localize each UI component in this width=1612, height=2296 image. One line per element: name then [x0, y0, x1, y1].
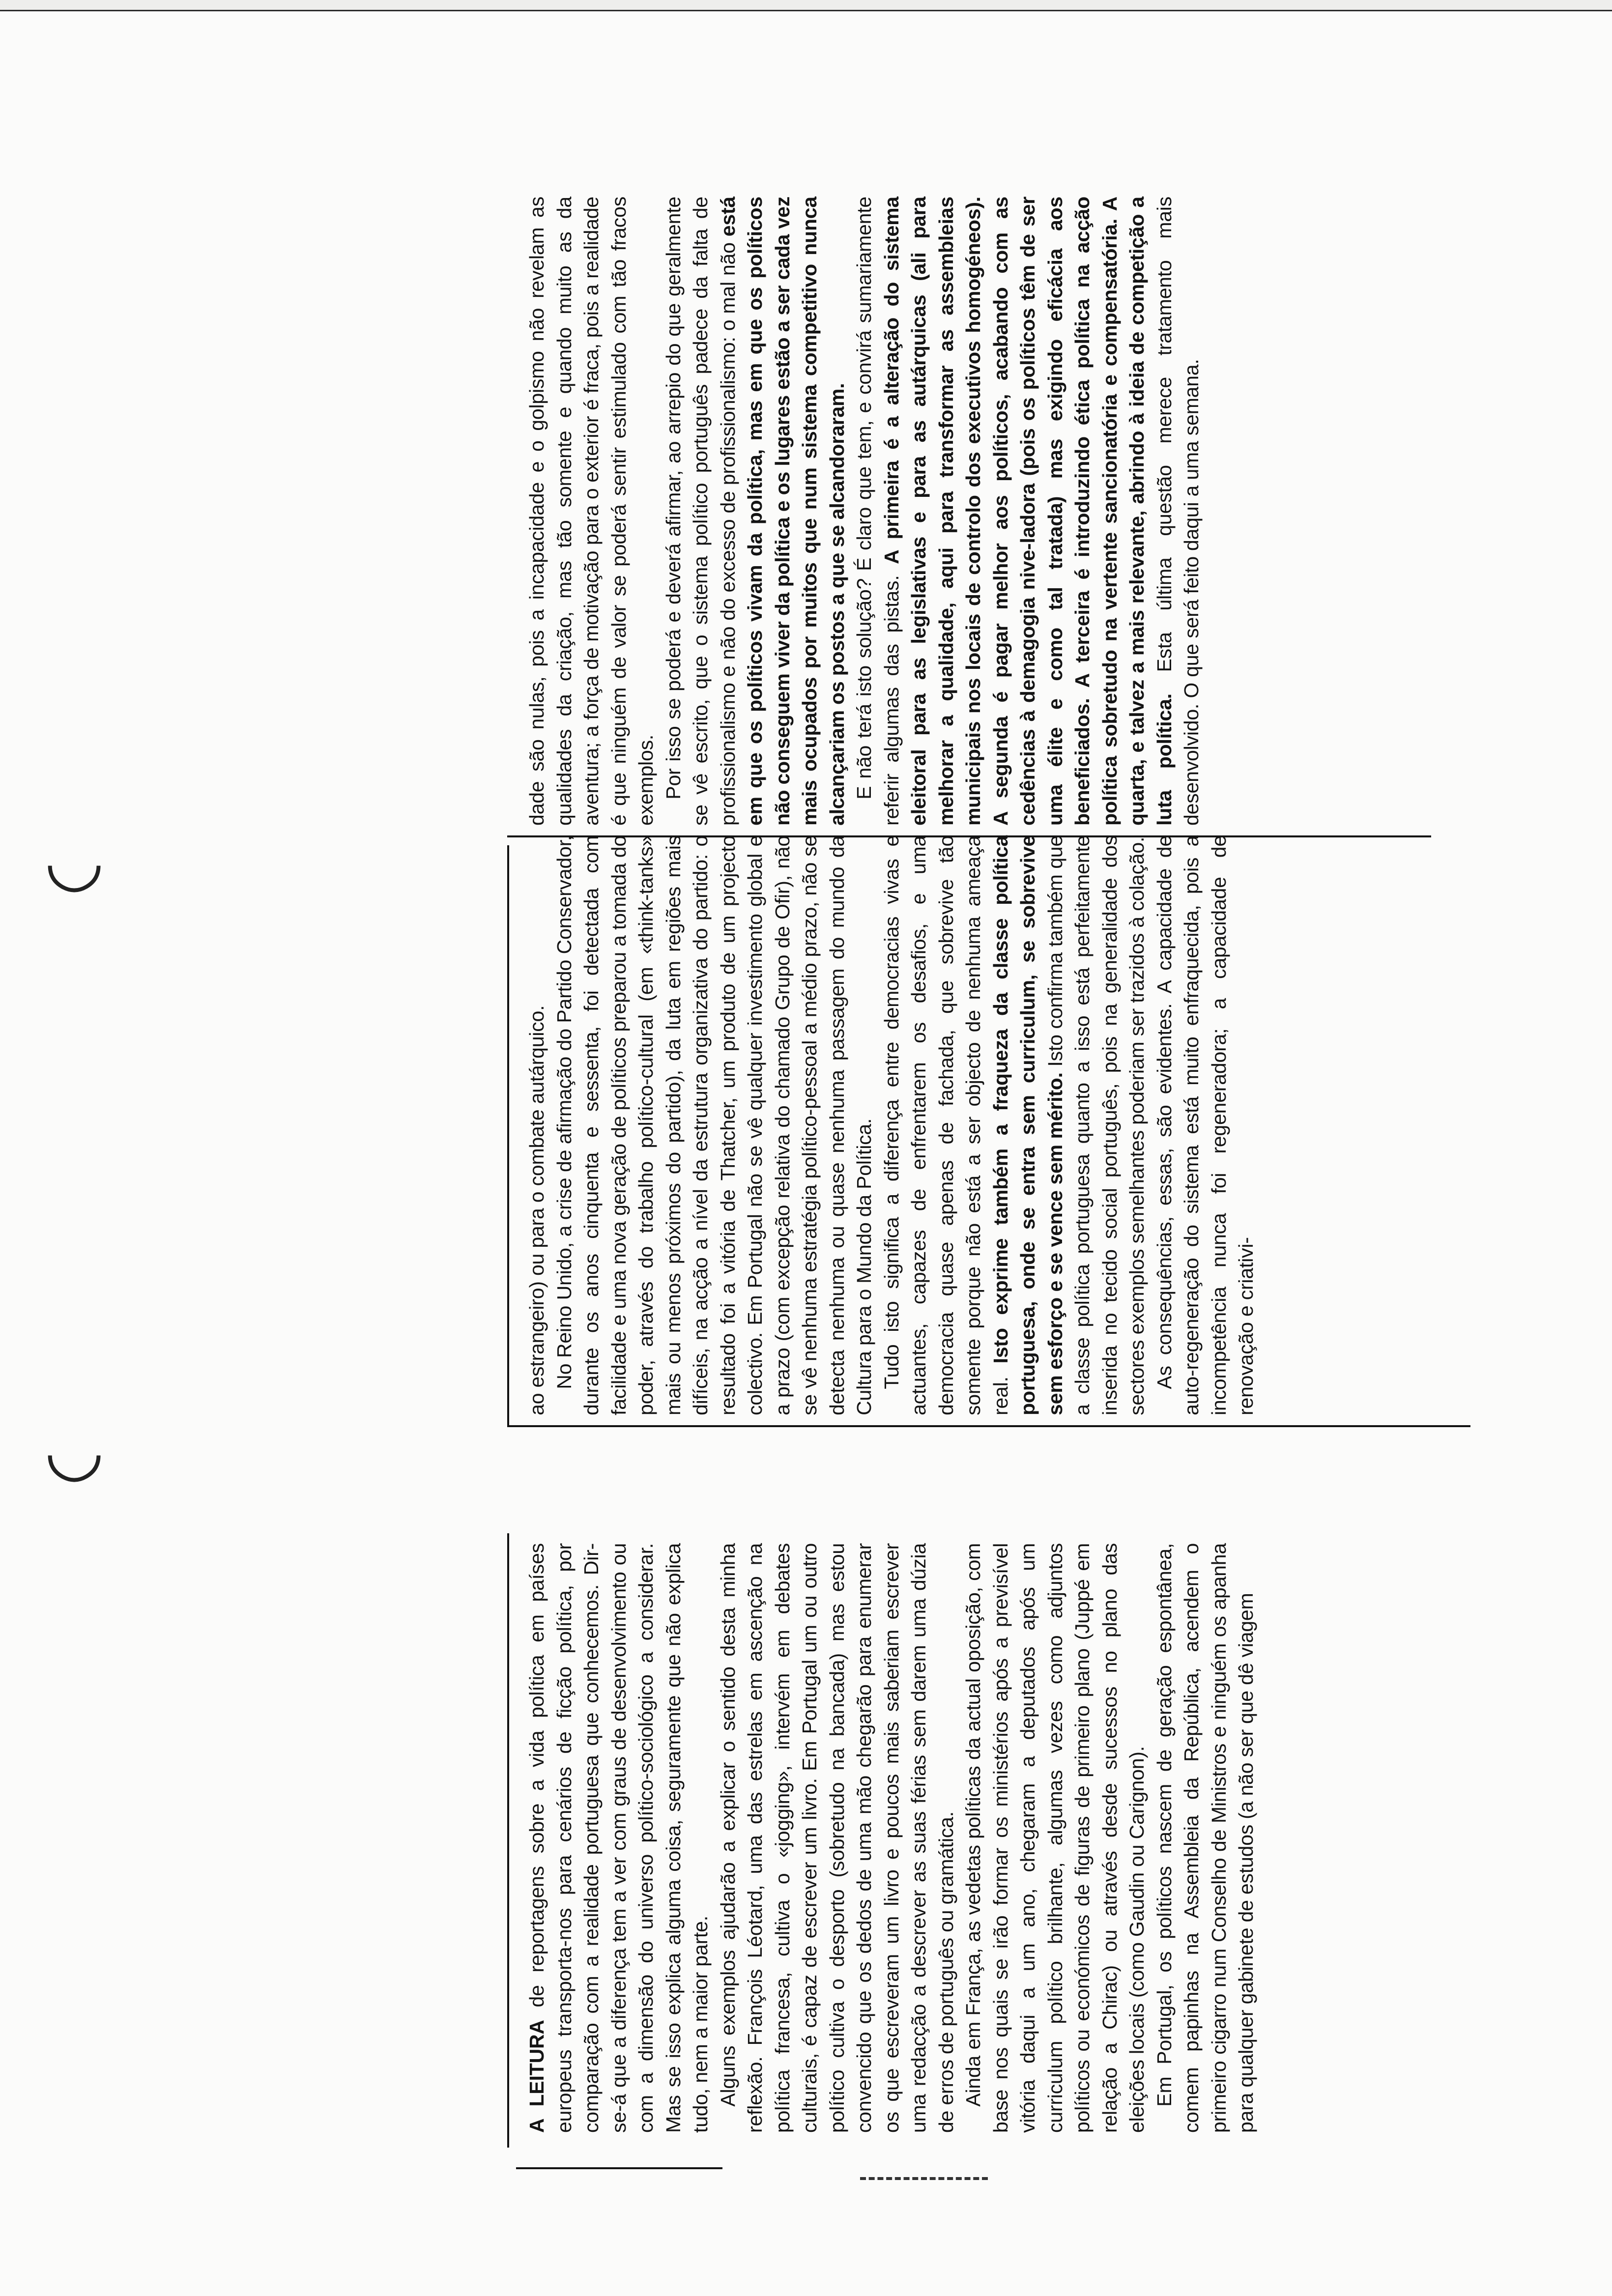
emphasis-text: Isto exprime também a fraqueza da classe política portuguesa, onde se entra sem curriculum, se sobrevive sem esforço e se vence sem mérito. — [989, 835, 1066, 1415]
paragraph-text: Tudo isto significa a diferença entre democracias vivas e actuantes, capazes de enfrentarem os desafios, e uma democracia quase apenas de fachada, que sobrevive tão somente porque não está a ser objecto de nenhuma ameaça real. — [880, 835, 1012, 1415]
paragraph — [851, 197, 1206, 826]
paragraph — [523, 1543, 715, 2133]
paragraph-text: de reportagens sobre a vida política em países europeus transporta-nos para cenários de ficção política, por comparação com a realidade portuguesa que conhecemos. Dir-se-á que a diferença tem a ver com graus de desenvolvimento ou com a dimensão do universo político-sociológico a considerar. Mas se isso explica alguma coisa, seguramente que não explica tudo, nem a maior parte. — [525, 1543, 712, 2133]
paragraph: No Reino Unido, a crise de afirmação do Partido Conservador, durante os anos cinquenta e sessenta, foi detectada com facilidade e uma nova geração de políticos preparou a tomada do poder, através do trabalho político-cultural (em «think-tanks» mais ou menos próximos do partido), da luta em regiões mais difíceis, na acção a nível da estrutura organizativa do partido: o resultado foi a vitória de Thatcher, um produto de um projecto colectivo. Em Portugal não se vê qualquer investimento global e a prazo (com excepção relativa do chamado Grupo de Ofir), não se vê nenhuma estratégia político-pessoal a médio prazo, não se detecta nenhuma ou quase nenhuma passagem do mundo da Cultura para o Mundo da Política. — [552, 835, 875, 1415]
paragraph: ao estrangeiro) ou para o combate autárquico. — [525, 1005, 548, 1415]
scan-top-edge — [0, 0, 1612, 11]
lead-in: A LEITURA — [525, 2020, 548, 2133]
scan-mark: ◡ — [44, 821, 105, 898]
paragraph: As consequências, essas, são evidentes. A capacidade de auto-regeneração do sistema está muito enfraquecida, pois a incompetência nunca foi regeneradora; a capacidade de renovação e criativi- — [1152, 835, 1257, 1415]
article-column-3 — [523, 197, 1388, 826]
emphasis-text: A primeira é a alteração do sistema eleitoral para as legislativas e para as autárquicas (ali para melhorar a qualidade, aqui para transformar as assembleias municipais nos locais de controlo dos executivos homogéneos). A segunda é pagar melhor aos políticos, acabando com as cedências à demagogia nive-ladora (pois os políticos têm de ser uma élite e como tal tratada) mas exigindo eficácia aos beneficiados. A terceira é introduzindo ética política na acção política sobretudo na vertente sancionatória e compensatória. A quarta, e talvez a mais relevante, abrindo à ideia de competição a luta política. — [880, 197, 1176, 826]
article-column-2 — [523, 835, 1457, 1415]
column-rule — [507, 1533, 509, 2148]
paragraph — [660, 197, 851, 826]
paragraph-text: Isto confirma também que a classe política portuguesa quanto a isso está perfeitamente inserida no tecido social português, pois na generalidade dos sectores exemplos semelhantes poderiam ser trazidos à colação. — [1043, 835, 1148, 1415]
scan-dash — [860, 2177, 988, 2180]
emphasis-text: está em que os políticos vivam da política, mas em que os políticos não conseguem viver da política e os lugares estão a ser cada vez mais ocupados por muitos que num sistema competitivo nunca alcançariam os postos a que se alcandoraram. — [716, 197, 848, 826]
paragraph: Em Portugal, os políticos nascem de geração espontânea, comem papinhas na Assembleia da República, acendem o primeiro cigarro num Conselho de Ministros e ninguém os apanha para qualquer gabinete de estudos (a não ser que dê viagem — [1152, 1543, 1257, 2133]
paragraph: dade são nulas, pois a incapacidade e o golpismo não revelam as qualidades da criação, mas tão somente e quando muito as da aventura; a força de motivação para o exterior é fraca, pois a realidade é que ninguém de valor se poderá sentir estimulado com tão fracos exemplos. — [525, 197, 657, 826]
paragraph — [878, 835, 1151, 1415]
article-column-1 — [523, 1543, 1472, 2133]
paragraph: Alguns exemplos ajudarão a explicar o sentido desta minha reflexão. François Léotard, uma das estrelas em ascenção na política francesa, cultiva o «jogging», intervém em debates culturais, é capaz de escrever um livro. Em Portugal um ou outro político cultiva o desporto (sobretudo na bancada) mas estou convencido que os dedos de uma mão chegarão para enumerar os que escreveram um livro e poucos mais saberiam escrever uma redacção a descrever as suas férias sem darem uma dúzia de erros de português ou gramática. — [716, 1543, 957, 2133]
scan-mark: ◡ — [44, 1411, 105, 1488]
column-rule — [507, 845, 509, 1425]
bottom-rule — [516, 2167, 722, 2169]
paragraph-text: Esta última questão merece tratamento mais desenvolvido. O que será feito daqui a uma semana. — [1152, 197, 1203, 826]
paragraph-text: Por isso se poderá e deverá afirmar, ao arrepio do que geralmente se vê escrito, que o sistema político português padece da falta de profissionalismo e não do excesso de profissionalismo: o mal não — [662, 197, 739, 826]
section-rule — [507, 1425, 1470, 1427]
paragraph: Ainda em França, as vedetas políticas da actual oposição, com base nos quais se irão formar os ministérios após a previsível vitória daqui a um ano, chegaram a deputados após um curriculum político brilhante, algumas vezes como adjuntos políticos ou económicos de figuras de primeiro plano (Juppé em relação a Chirac) ou através desde sucessos no plano das eleições locais (como Gaudin ou Carignon). — [962, 1543, 1148, 2133]
paragraph-text: E não terá isto solução? É claro que tem, e convirá sumariamente referir algumas das pistas. — [853, 197, 903, 826]
